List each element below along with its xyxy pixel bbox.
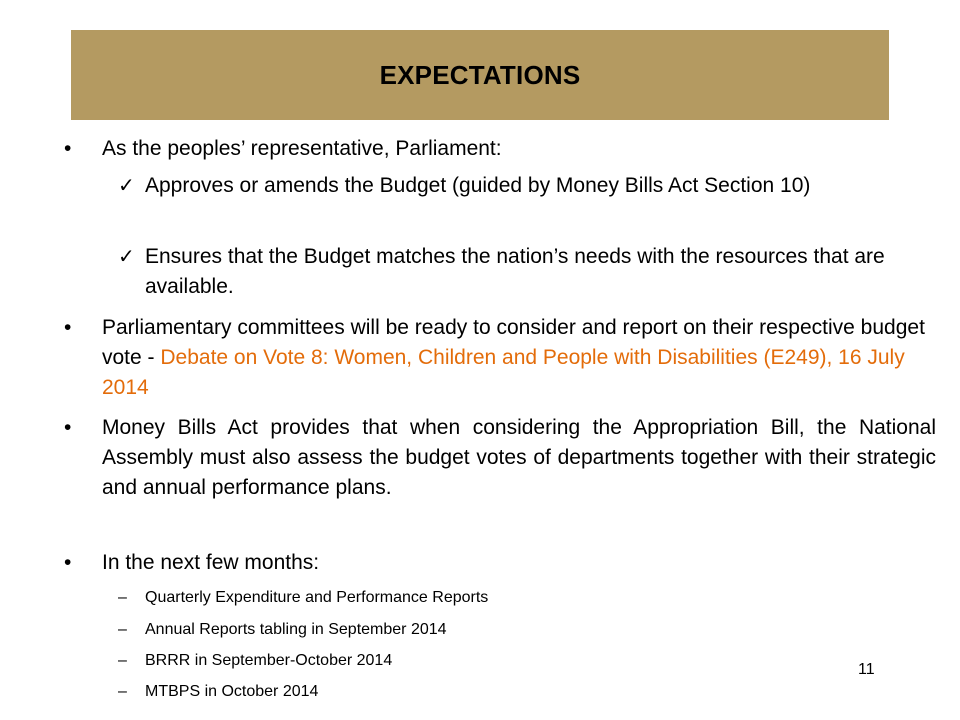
bullet-committees-text: Parliamentary committees will be ready to consider and report on their respective budget vote - [102, 316, 925, 369]
check-icon: ✓ [118, 246, 135, 268]
bullet-money-bills: Money Bills Act provides that when considering the Appropriation Bill, the National Assembly must also assess the budget votes of departments together with their strategic and annual performance plans. [102, 416, 936, 499]
list-item: Quarterly Expenditure and Performance Reports [145, 589, 489, 606]
bullet-next-months: In the next few months: [102, 551, 320, 574]
dash-marker: – [118, 589, 127, 606]
dash-marker: – [118, 683, 127, 700]
bullet-marker: • [64, 416, 72, 439]
bullet-marker: • [64, 137, 72, 160]
bullet-marker: • [64, 316, 72, 339]
debate-highlight: Debate on Vote 8: Women, Children and People with Disabilities (E249), 16 July 2014 [102, 346, 905, 399]
sub-bullet-approves: Approves or amends the Budget (guided by Money Bills Act Section 10) [145, 174, 811, 197]
bullet-parliament: As the peoples’ representative, Parliament: [102, 137, 502, 160]
bullet-committees [102, 313, 936, 403]
dash-marker: – [118, 652, 127, 669]
slide-title: EXPECTATIONS [379, 59, 581, 90]
bullet-marker: • [64, 551, 72, 574]
dash-marker: – [118, 621, 127, 638]
page-number: 11 [858, 661, 875, 678]
check-icon: ✓ [118, 175, 135, 197]
sub-bullet-ensures: Ensures that the Budget matches the nation’s needs with the resources that are available. [145, 245, 885, 298]
list-item: Annual Reports tabling in September 2014 [145, 621, 447, 638]
list-item: MTBPS in October 2014 [145, 683, 319, 700]
list-item: BRRR in September-October 2014 [145, 652, 393, 669]
